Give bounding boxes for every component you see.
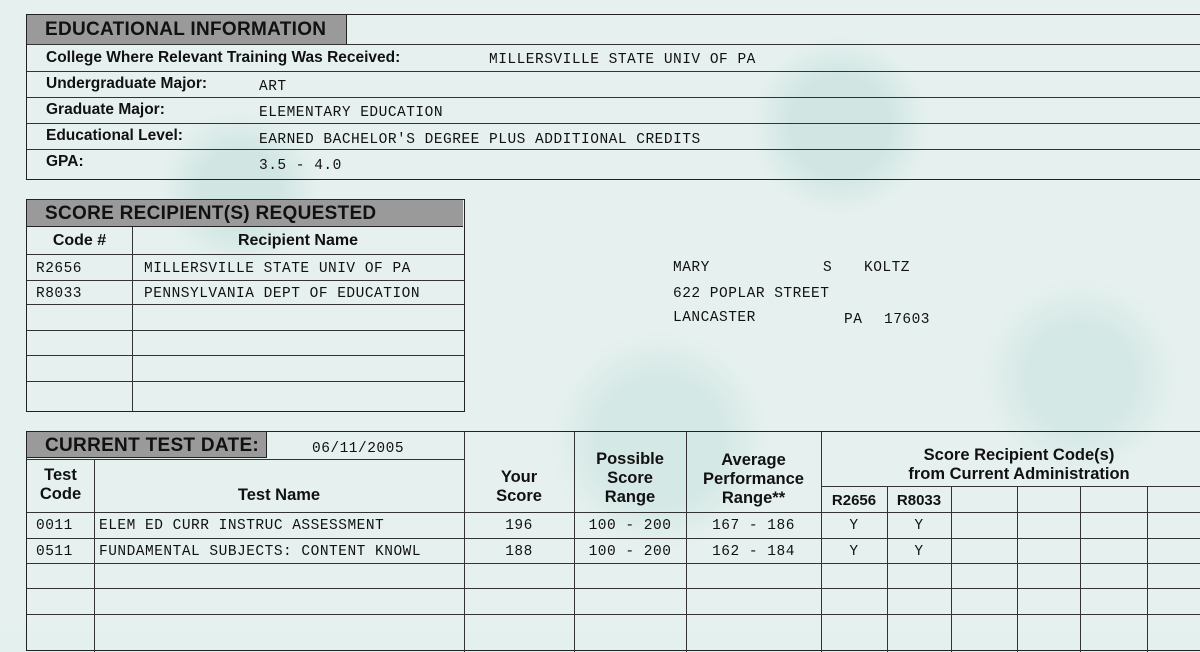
your-score-column-header: Your Score: [496, 468, 542, 505]
test-name: ELEM ED CURR INSTRUC ASSESSMENT: [99, 518, 385, 534]
educational-information-header: [27, 15, 347, 45]
your-score: 196: [505, 518, 533, 534]
recipient-code: R8033: [36, 286, 83, 302]
educational-information-title: EDUCATIONAL INFORMATION: [45, 19, 327, 40]
current-test-date-header: [27, 432, 267, 458]
test-name-column-header: Test Name: [237, 486, 321, 504]
possible-score-range-column-header: Possible Score Range: [596, 450, 664, 506]
graduate-major-label: Graduate Major:: [46, 101, 165, 118]
address-street: 622 POPLAR STREET: [673, 286, 830, 302]
code-column-header: Code #: [52, 232, 107, 249]
recipient-flag: Y: [914, 518, 924, 534]
gpa-value: 3.5 - 4.0: [259, 158, 342, 174]
recipient-flag: Y: [849, 518, 859, 534]
your-score: 188: [505, 544, 533, 560]
address-first-name: MARY: [673, 260, 710, 276]
address-state: PA: [844, 312, 863, 328]
average-performance-range: 167 - 186: [712, 518, 795, 534]
undergraduate-major-label: Undergraduate Major:: [46, 75, 208, 92]
score-recipient-codes-column-header: Score Recipient Code(s) from Current Administration: [908, 446, 1130, 483]
possible-score-range: 100 - 200: [588, 518, 672, 534]
gpa-label: GPA:: [46, 153, 84, 170]
address-last-name: KOLTZ: [864, 260, 911, 276]
test-code-column-header: Test Code: [39, 466, 82, 503]
educational-level-label: Educational Level:: [46, 127, 183, 144]
test-code: 0511: [36, 544, 73, 560]
current-test-date-title: CURRENT TEST DATE:: [45, 435, 260, 456]
current-test-section: [26, 431, 1200, 651]
recipient-code-header: R2656: [831, 492, 877, 509]
address-zip: 17603: [884, 312, 931, 328]
mailing-address: [673, 260, 973, 335]
undergraduate-major-value: ART: [259, 79, 287, 95]
test-name: FUNDAMENTAL SUBJECTS: CONTENT KNOWL: [99, 544, 422, 560]
current-test-date-value: 06/11/2005: [312, 441, 405, 457]
recipient-name: MILLERSVILLE STATE UNIV OF PA: [144, 261, 411, 277]
score-recipients-header: [27, 200, 463, 227]
recipient-flag: Y: [849, 544, 859, 560]
test-code: 0011: [36, 518, 73, 534]
average-performance-range-column-header: Average Performance Range**: [703, 451, 804, 507]
address-middle-initial: S: [823, 260, 833, 276]
educational-level-value: EARNED BACHELOR'S DEGREE PLUS ADDITIONAL CREDITS: [259, 132, 701, 148]
graduate-major-value: ELEMENTARY EDUCATION: [259, 105, 444, 121]
average-performance-range: 162 - 184: [712, 544, 795, 560]
recipient-name-column-header: Recipient Name: [237, 232, 359, 249]
score-recipients-title: SCORE RECIPIENT(S) REQUESTED: [45, 203, 377, 224]
address-city: LANCASTER: [673, 310, 756, 326]
educational-information-section: [26, 14, 1200, 180]
recipient-code-header: R8033: [896, 492, 942, 509]
recipient-code: R2656: [36, 261, 83, 277]
possible-score-range: 100 - 200: [588, 544, 672, 560]
recipient-flag: Y: [914, 544, 924, 560]
college-label: College Where Relevant Training Was Received:: [46, 49, 401, 66]
score-recipients-section: [26, 199, 465, 412]
recipient-name: PENNSYLVANIA DEPT OF EDUCATION: [144, 286, 421, 302]
college-value: MILLERSVILLE STATE UNIV OF PA: [489, 52, 756, 68]
